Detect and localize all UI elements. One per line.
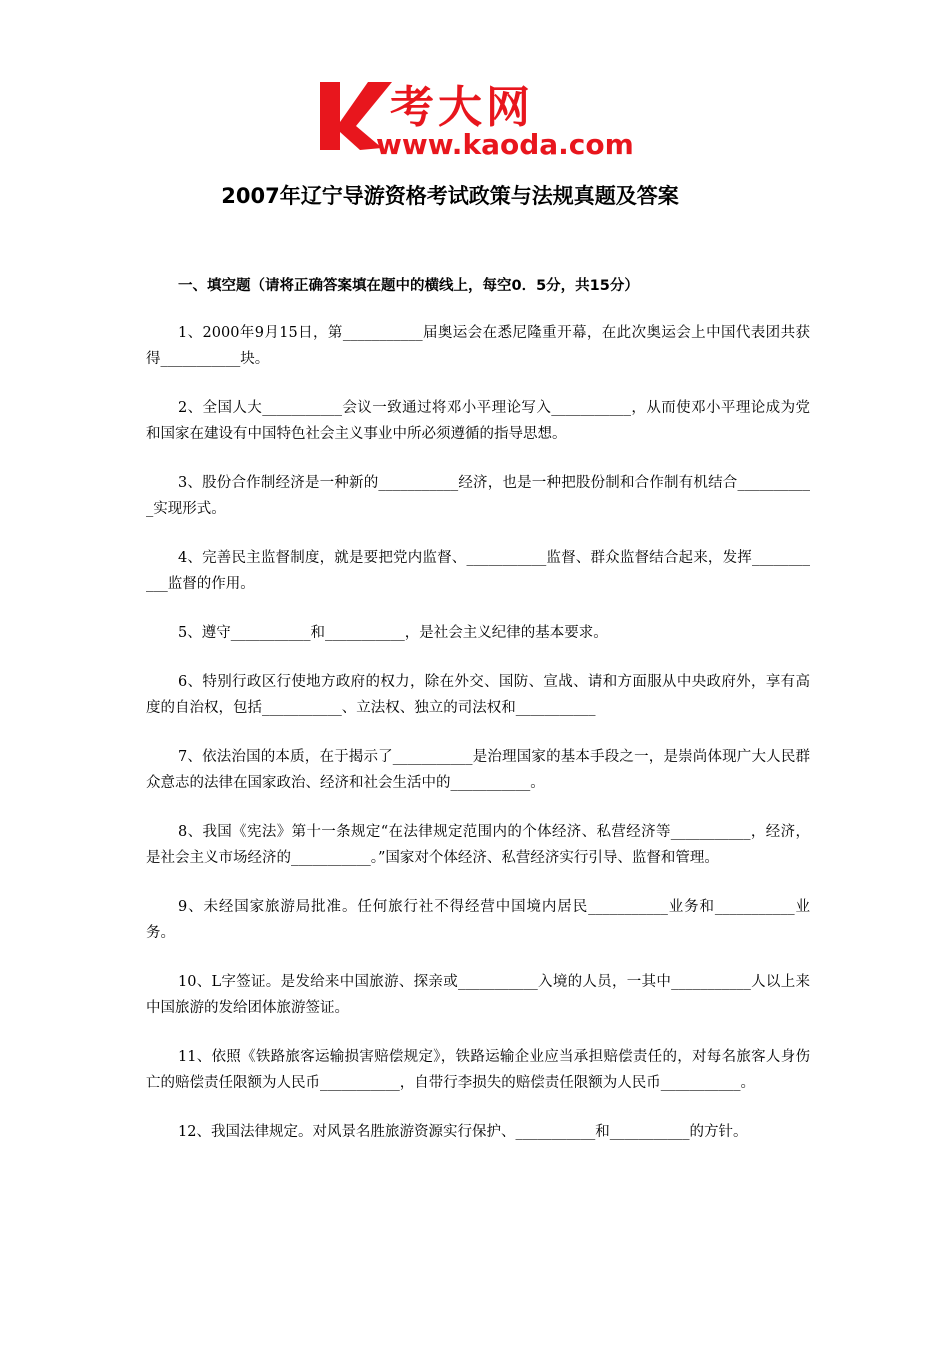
document-title: 2007年辽宁导游资格考试政策与法规真题及答案 <box>221 184 679 208</box>
section-heading: 一、填空题（请将正确答案填在题中的横线上，每空0．5分，共15分） <box>178 278 639 294</box>
question-item: 2、全国人大___________会议一致通过将邓小平理论写入___________，从而使邓小平理论成为党和国家在建设有中国特色社会主义事业中所必须遵循的指导思想。 <box>146 400 810 442</box>
question-item: 5、遵守___________和___________，是社会主义纪律的基本要求。 <box>178 625 608 641</box>
question-item: 8、我国《宪法》第十一条规定“在法律规定范围内的个体经济、私营经济等___________，经济，是社会主义市场经济的___________。”国家对个体经济、私营经济实行引导、监督和管理。 <box>146 824 810 866</box>
logo-brand-text: 考大网 <box>390 82 534 133</box>
question-list <box>146 320 810 1168</box>
question-item: 11、依照《铁路旅客运输损害赔偿规定》，铁路运输企业应当承担赔偿责任的，对每名旅客人身伤亡的赔偿责任限额为人民币___________，自带行李损失的赔偿责任限额为人民币___________。 <box>146 1049 810 1091</box>
question-item: 7、依法治国的本质，在于揭示了___________是治理国家的基本手段之一，是崇尚体现广大人民群众意志的法律在国家政治、经济和社会生活中的___________。 <box>146 749 810 791</box>
question-item: 12、我国法律规定。对风景名胜旅游资源实行保护、___________和___________的方针。 <box>178 1124 748 1140</box>
kaoda-logo-graphic <box>316 78 646 162</box>
kaoda-logo <box>316 78 646 162</box>
logo-url-text: www.kaoda.com <box>376 128 634 161</box>
question-item: 1、2000年9月15日，第___________届奥运会在悉尼隆重开幕，在此次奥运会上中国代表团共获得___________块。 <box>146 325 810 367</box>
question-item: 10、L字签证。是发给来中国旅游、探亲或___________入境的人员，一其中___________人以上来中国旅游的发给团体旅游签证。 <box>146 974 810 1016</box>
question-item: 3、股份合作制经济是一种新的___________经济，也是一种把股份制和合作制有机结合___________实现形式。 <box>146 475 810 517</box>
question-item: 6、特别行政区行使地方政府的权力，除在外交、国防、宣战、请和方面服从中央政府外，享有高度的自治权，包括___________、立法权、独立的司法权和___________ <box>146 674 810 716</box>
question-item: 4、完善民主监督制度，就是要把党内监督、___________监督、群众监督结合起来，发挥___________监督的作用。 <box>146 550 810 592</box>
question-item: 9、未经国家旅游局批准。任何旅行社不得经营中国境内居民___________业务和___________业务。 <box>146 899 810 941</box>
